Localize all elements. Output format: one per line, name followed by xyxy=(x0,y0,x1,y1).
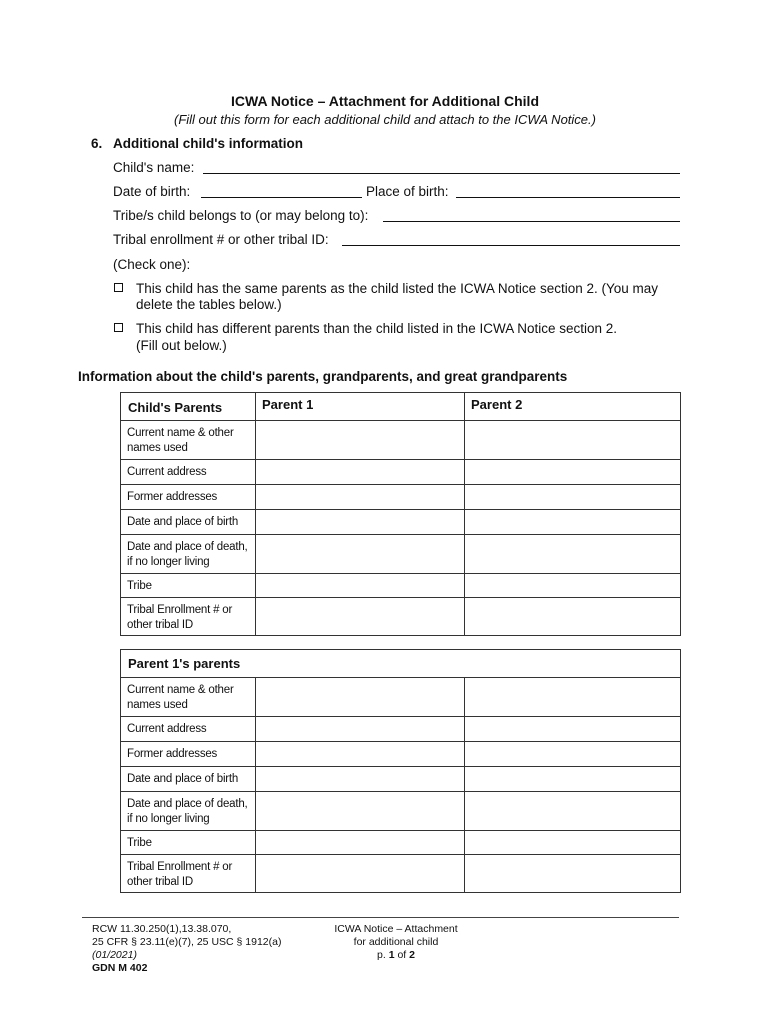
row-label: Former addresses xyxy=(121,742,256,767)
footer-date: (01/2021) xyxy=(92,949,137,961)
tribe-label: Tribe/s child belongs to (or may belong to): xyxy=(113,208,369,223)
table-row xyxy=(121,535,681,574)
different-parents-text-line1: This child has different parents than the child listed in the ICWA Notice section 2. xyxy=(136,321,618,336)
row-label: Date and place of death, if no longer living xyxy=(121,792,256,831)
parent-2-birth-cell[interactable] xyxy=(465,510,681,535)
table-header-row xyxy=(121,393,681,421)
row-label: Date and place of birth xyxy=(121,510,256,535)
parent-1-birth-cell[interactable] xyxy=(256,510,465,535)
table-header-row xyxy=(121,650,681,678)
grandparent-1-address-cell[interactable] xyxy=(256,717,465,742)
parent-1-header: Parent 1 xyxy=(256,393,465,421)
tribe-field[interactable] xyxy=(383,206,680,222)
footer-form-subtitle: for additional child xyxy=(353,936,439,948)
parent-1-former-address-cell[interactable] xyxy=(256,485,465,510)
childs-parents-header: Child's Parents xyxy=(121,393,256,421)
grandparent-2-name-cell[interactable] xyxy=(465,678,681,717)
row-label: Current address xyxy=(121,717,256,742)
parent-2-tribe-cell[interactable] xyxy=(465,574,681,598)
grandparent-1-former-address-cell[interactable] xyxy=(256,742,465,767)
same-parents-text-line2: delete the tables below.) xyxy=(136,297,282,312)
same-parents-text-line1: This child has the same parents as the child listed the ICWA Notice section 2. (You may xyxy=(136,281,659,296)
grandparent-2-birth-cell[interactable] xyxy=(465,767,681,792)
row-label: Current name & other names used xyxy=(121,421,256,460)
grandparent-2-former-address-cell[interactable] xyxy=(465,742,681,767)
page-total: 2 xyxy=(409,949,415,961)
grandparent-2-address-cell[interactable] xyxy=(465,717,681,742)
childs-parents-table xyxy=(120,392,681,636)
row-label: Tribe xyxy=(121,831,256,855)
footer-left xyxy=(92,923,281,975)
row-label: Tribal Enrollment # or other tribal ID xyxy=(121,598,256,636)
table-row xyxy=(121,510,681,535)
footer-cfr: 25 CFR § 23.11(e)(7), 25 USC § 1912(a) xyxy=(92,936,282,948)
place-of-birth-label: Place of birth: xyxy=(366,184,449,199)
parent-1-enrollment-cell[interactable] xyxy=(256,598,465,636)
childs-name-field[interactable] xyxy=(203,158,680,174)
footer-form-number: GDN M 402 xyxy=(92,962,148,974)
section-number: 6. xyxy=(91,136,103,151)
page-prefix: p. xyxy=(377,949,389,961)
row-label: Former addresses xyxy=(121,485,256,510)
table-row xyxy=(121,855,681,893)
parent-1-death-cell[interactable] xyxy=(256,535,465,574)
parent-2-address-cell[interactable] xyxy=(465,460,681,485)
footer-page-number xyxy=(316,949,476,962)
table-row xyxy=(121,460,681,485)
date-of-birth-field[interactable] xyxy=(201,182,362,198)
footer-divider xyxy=(82,917,679,918)
row-label: Tribal Enrollment # or other tribal ID xyxy=(121,855,256,893)
table-row xyxy=(121,485,681,510)
table-row xyxy=(121,742,681,767)
parent-1-parents-header: Parent 1's parents xyxy=(121,650,681,678)
parent-2-enrollment-cell[interactable] xyxy=(465,598,681,636)
grandparent-2-enrollment-cell[interactable] xyxy=(465,855,681,893)
parent-1-tribe-cell[interactable] xyxy=(256,574,465,598)
row-label: Current name & other names used xyxy=(121,678,256,717)
date-of-birth-label: Date of birth: xyxy=(113,184,191,199)
same-parents-checkbox[interactable] xyxy=(114,283,123,292)
parent-1-name-cell[interactable] xyxy=(256,421,465,460)
parent-2-header: Parent 2 xyxy=(465,393,681,421)
childs-name-label: Child's name: xyxy=(113,160,195,175)
table-row xyxy=(121,598,681,636)
footer-center xyxy=(316,923,476,962)
table-row xyxy=(121,717,681,742)
place-of-birth-field[interactable] xyxy=(456,182,680,198)
grandparent-2-tribe-cell[interactable] xyxy=(465,831,681,855)
different-parents-text-line2: (Fill out below.) xyxy=(136,338,227,353)
table-row xyxy=(121,792,681,831)
table-row xyxy=(121,421,681,460)
table-row xyxy=(121,767,681,792)
different-parents-checkbox[interactable] xyxy=(114,323,123,332)
tribal-enrollment-label: Tribal enrollment # or other tribal ID: xyxy=(113,232,329,247)
parent-2-former-address-cell[interactable] xyxy=(465,485,681,510)
row-label: Current address xyxy=(121,460,256,485)
form-title: ICWA Notice – Attachment for Additional Child xyxy=(231,93,539,109)
row-label: Date and place of death, if no longer living xyxy=(121,535,256,574)
form-subtitle: (Fill out this form for each additional child and attach to the ICWA Notice.) xyxy=(174,112,596,127)
footer-rcw: RCW 11.30.250(1),13.38.070, xyxy=(92,923,232,935)
grandparent-2-death-cell[interactable] xyxy=(465,792,681,831)
tribal-enrollment-field[interactable] xyxy=(342,230,680,246)
grandparent-1-tribe-cell[interactable] xyxy=(256,831,465,855)
grandparent-1-enrollment-cell[interactable] xyxy=(256,855,465,893)
page-current: 1 xyxy=(388,949,395,961)
table-row xyxy=(121,678,681,717)
parent-1-address-cell[interactable] xyxy=(256,460,465,485)
table-row xyxy=(121,831,681,855)
table-row xyxy=(121,574,681,598)
section-title: Additional child's information xyxy=(113,136,303,151)
row-label: Tribe xyxy=(121,574,256,598)
row-label: Date and place of birth xyxy=(121,767,256,792)
grandparent-1-birth-cell[interactable] xyxy=(256,767,465,792)
grandparent-1-name-cell[interactable] xyxy=(256,678,465,717)
parent-1-parents-table xyxy=(120,649,681,893)
page-of: of xyxy=(394,949,410,961)
parent-2-name-cell[interactable] xyxy=(465,421,681,460)
parent-2-death-cell[interactable] xyxy=(465,535,681,574)
footer-form-title: ICWA Notice – Attachment xyxy=(334,923,458,935)
info-heading: Information about the child's parents, grandparents, and great grandparents xyxy=(78,369,568,384)
check-one-label: (Check one): xyxy=(113,257,191,272)
grandparent-1-death-cell[interactable] xyxy=(256,792,465,831)
